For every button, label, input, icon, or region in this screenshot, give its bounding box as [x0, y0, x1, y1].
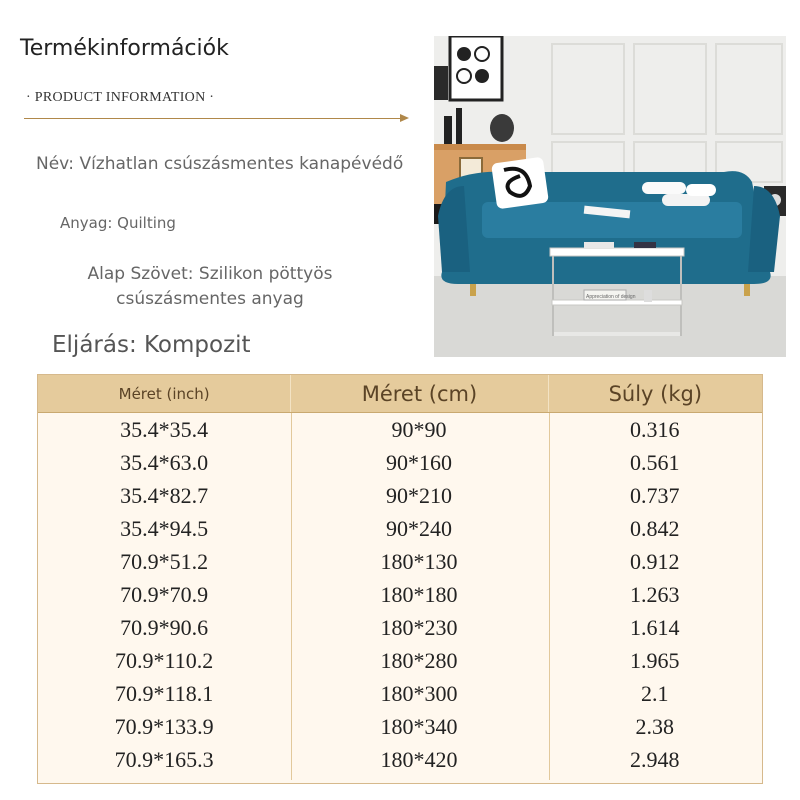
product-process: Eljárás: Kompozit: [52, 332, 251, 358]
cell-size-cm: 180*280: [380, 647, 458, 673]
column-divider: [549, 413, 550, 780]
table-row: [38, 413, 762, 446]
cell-size-inch: 70.9*133.9: [114, 713, 214, 739]
table-row: [38, 512, 762, 545]
page-title: Termékinformációk: [20, 36, 229, 61]
cell-weight-kg: 1.614: [630, 614, 680, 640]
table-row: [38, 644, 762, 677]
book-title: Appreciation of design: [586, 294, 636, 300]
table-row: [38, 578, 762, 611]
table-header: [38, 375, 762, 413]
column-header-size-inch: Méret (inch): [118, 384, 210, 403]
cell-size-inch: 70.9*90.6: [120, 614, 209, 640]
size-weight-table: [37, 374, 763, 784]
product-material: Anyag: Quilting: [60, 214, 176, 232]
product-name: Név: Vízhatlan csúszásmentes kanapévédő: [36, 154, 404, 174]
cell-weight-kg: 0.842: [630, 515, 680, 541]
cell-size-inch: 35.4*94.5: [120, 515, 209, 541]
cell-size-cm: 90*240: [385, 515, 452, 541]
cell-size-cm: 90*90: [391, 416, 447, 442]
cell-size-inch: 70.9*165.3: [114, 746, 214, 772]
product-base-fabric: [30, 262, 390, 312]
column-header-size-cm: Méret (cm): [290, 375, 547, 412]
cell-weight-kg: 2.948: [630, 746, 680, 772]
column-divider: [291, 413, 292, 780]
cell-size-cm: 180*230: [380, 614, 458, 640]
cell-weight-kg: 0.561: [630, 449, 680, 475]
column-header-weight-kg: Súly (kg): [548, 375, 762, 412]
table-body: [38, 413, 762, 776]
cell-size-inch: 35.4*63.0: [120, 449, 209, 475]
cell-weight-kg: 0.316: [630, 416, 680, 442]
cell-weight-kg: 2.38: [635, 713, 675, 739]
product-photo: [434, 36, 786, 357]
table-row: [38, 446, 762, 479]
table-row: [38, 710, 762, 743]
sofa-illustration: [434, 36, 786, 357]
table-row: [38, 545, 762, 578]
cell-size-inch: 70.9*51.2: [120, 548, 209, 574]
table-row: [38, 611, 762, 644]
cell-size-inch: 70.9*110.2: [115, 647, 214, 673]
table-row: [38, 743, 762, 776]
cell-weight-kg: 2.1: [641, 680, 669, 706]
cell-size-cm: 90*210: [385, 482, 452, 508]
arrow-right-icon: [400, 114, 409, 122]
page-subtitle: · PRODUCT INFORMATION ·: [26, 90, 215, 105]
cell-weight-kg: 0.912: [630, 548, 680, 574]
table-row: [38, 479, 762, 512]
cell-size-cm: 180*300: [380, 680, 458, 706]
cell-weight-kg: 1.965: [630, 647, 680, 673]
cell-size-inch: 70.9*70.9: [120, 581, 209, 607]
cell-size-cm: 90*160: [385, 449, 452, 475]
cell-size-cm: 180*340: [380, 713, 458, 739]
cell-weight-kg: 1.263: [630, 581, 680, 607]
cell-size-cm: 180*180: [380, 581, 458, 607]
cell-size-inch: 35.4*35.4: [120, 416, 209, 442]
cell-size-cm: 180*130: [380, 548, 458, 574]
cell-size-inch: 35.4*82.7: [120, 482, 209, 508]
divider-line: [24, 118, 404, 119]
base-fabric-line-2: csúszásmentes anyag: [116, 289, 304, 309]
table-row: [38, 677, 762, 710]
cell-size-cm: 180*420: [380, 746, 458, 772]
cell-weight-kg: 0.737: [630, 482, 680, 508]
cell-size-inch: 70.9*118.1: [115, 680, 214, 706]
base-fabric-line-1: Alap Szövet: Szilikon pöttyös: [87, 264, 333, 284]
